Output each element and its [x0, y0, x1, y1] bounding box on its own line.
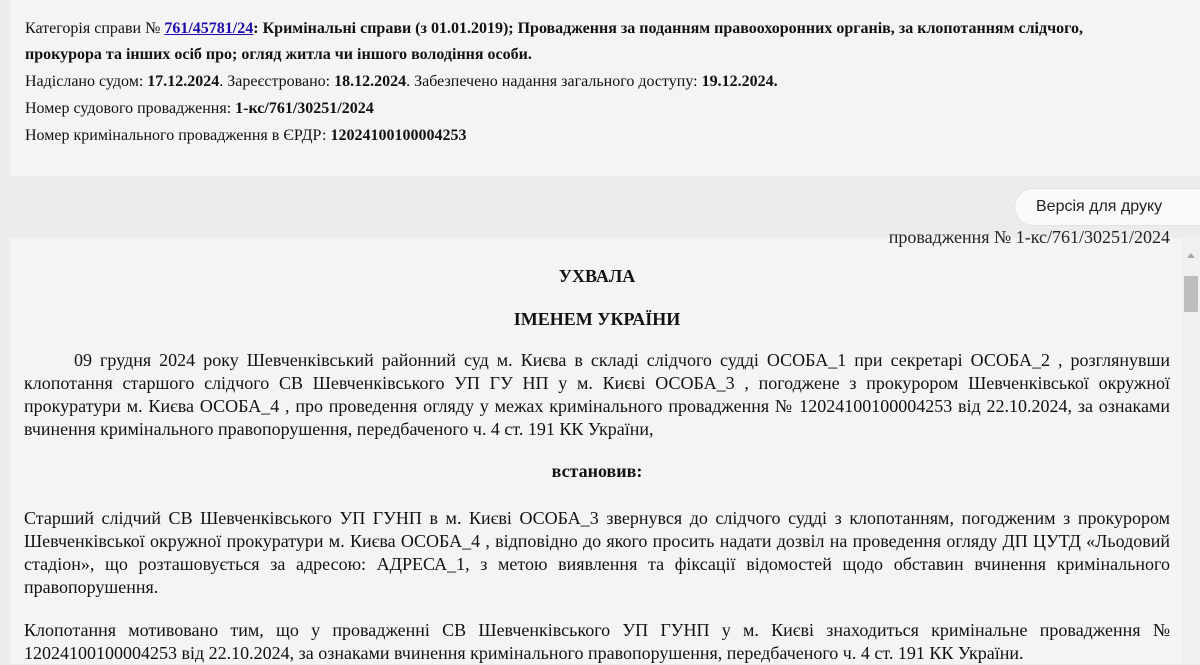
document-frame: [10, 227, 1200, 664]
scrollbar-thumb[interactable]: [1184, 276, 1198, 312]
document-subtitle: ІМЕНЕМ УКРАЇНИ: [513, 309, 681, 329]
established-heading: встановив:: [551, 461, 643, 481]
case-info-panel: [10, 0, 1200, 176]
case-category-text: : Кримінальні справи (з 01.01.2019); Провадження за поданням правоохоронних органів, за клопотанням слідчого,: [253, 20, 1083, 37]
access-date: 19.12.2024: [701, 73, 774, 90]
erdr-number: 12024100100004253: [330, 127, 467, 144]
court-case-label: Номер судового провадження:: [25, 100, 236, 117]
registered-date: 18.12.2024: [334, 73, 407, 90]
document-paragraph-1: 09 грудня 2024 року Шевченківський районний суд м. Києва в складі слідчого судді ОСОБА_1 при секретарі ОСОБА_2 , розглянувши клопотання старшого слідчого СВ Шевченківського УП ГУ НП у м. Києві ОСОБА_3 , погоджене з прокурором Шевченківської окружної прокуратури м. Києва ОСОБА_4 , про проведення огляду у межах кримінального провадження № 12024100100004253 від 22.10.2024, за ознаками вчинення кримінального правопорушення, передбаченого ч. 4 ст. 191 КК України,: [24, 350, 1170, 439]
sent-date: 17.12.2024: [147, 73, 220, 90]
scroll-up-arrow-icon[interactable]: [1187, 253, 1195, 258]
erdr-label: Номер кримінального провадження в ЄРДР:: [25, 127, 331, 144]
print-version-button[interactable]: Версія для друку: [1014, 188, 1200, 226]
registered-label: . Зареєстровано:: [219, 73, 335, 90]
case-category-text-cont: прокурора та інших осіб про; огляд житла чи іншого володіння особи.: [25, 46, 532, 63]
case-category-line: [25, 16, 1200, 68]
document-title: УХВАЛА: [558, 266, 636, 286]
access-date-end: .: [773, 73, 778, 90]
erdr-line: [25, 122, 1200, 149]
document-cut-line: провадження № 1-кс/761/30251/2024: [888, 227, 1170, 247]
case-dates-line: [25, 68, 1200, 95]
case-number-link[interactable]: 761/45781/24: [164, 20, 254, 37]
access-label: . Забезпечено надання загального доступу:: [406, 73, 702, 90]
sent-label: Надіслано судом:: [25, 73, 148, 90]
court-case-number: 1-кс/761/30251/2024: [235, 100, 374, 117]
document-paragraph-3: Клопотання мотивовано тим, що у провадженні СВ Шевченківського УП ГУНП у м. Києві знаходиться кримінальне провадження № 12024100100004253 від 22.10.2024, за ознаками вчинення кримінального правопорушення, передбаченого ч. 4 ст. 191 КК України.: [24, 620, 1170, 663]
document-paragraph-2: Старший слідчий СВ Шевченківського УП ГУНП в м. Києві ОСОБА_3 звернувся до слідчого судді з клопотанням, погодженим з прокурором Шевченківської окружної прокуратури м. Києва ОСОБА_4 , відповідно до якого просить надати дозвіл на проведення огляду ДП ЦУТД «Льодовий стадіон», що розташовується за адресою: АДРЕСА_1, з метою виявлення та фіксації відомостей щодо обставин вчинення кримінального правопорушення.: [24, 508, 1170, 597]
court-case-line: [25, 95, 1200, 122]
case-category-label: Категорія справи №: [25, 20, 165, 37]
